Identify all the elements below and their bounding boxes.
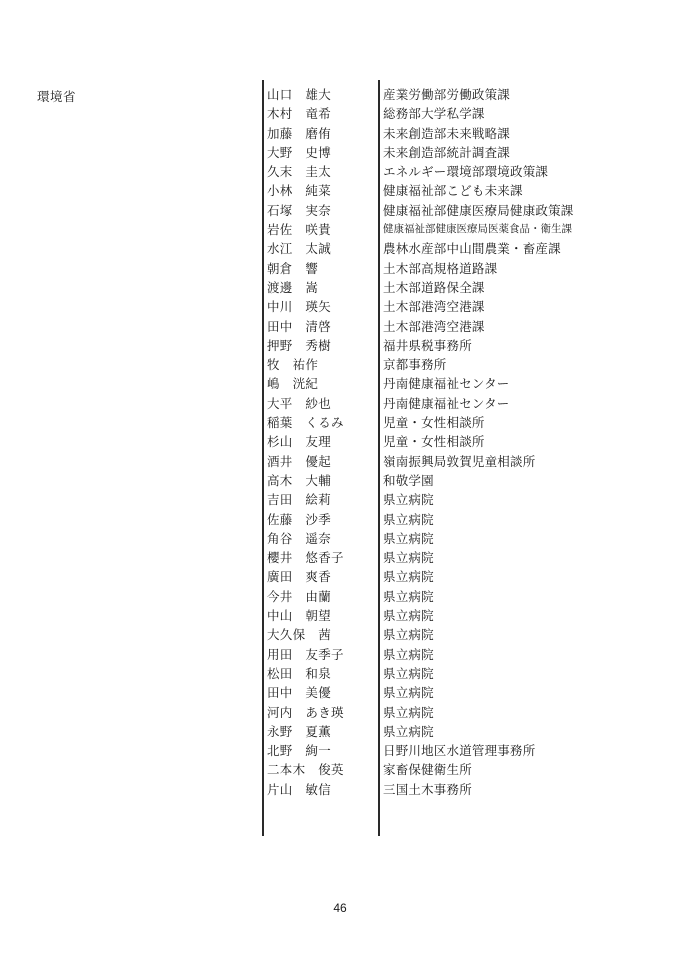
person-name: 今井 由蘭 (267, 588, 332, 604)
person-name: 廣田 爽香 (267, 569, 332, 585)
person-name: 田中 清啓 (267, 318, 332, 334)
list-item (0, 471, 680, 490)
department-name: 未来創造部未来戦略課 (383, 125, 511, 141)
person-name: 吉田 絵莉 (267, 492, 332, 508)
page-number: 46 (333, 901, 347, 915)
department-name: 産業労働部労働政策課 (383, 87, 511, 102)
person-name: 嶋 洸紀 (267, 376, 319, 392)
department-name: 土木部高規格道路課 (383, 260, 498, 276)
list-item (0, 703, 680, 722)
list-item (0, 490, 680, 509)
list-item (0, 625, 680, 644)
department-name: 県立病院 (383, 511, 434, 527)
person-name: 押野 秀樹 (267, 337, 332, 353)
list-item (0, 394, 680, 413)
list-item (0, 162, 680, 181)
list-item (0, 181, 680, 200)
person-name: 渡邊 嵩 (267, 279, 319, 295)
department-name: 児童・女性相談所 (383, 434, 485, 450)
department-name: 児童・女性相談所 (383, 415, 485, 431)
department-name: 健康福祉部健康医療局健康政策課 (383, 202, 574, 218)
list-item (0, 645, 680, 664)
list-item (0, 432, 680, 451)
department-name: 未来創造部統計調査課 (383, 144, 511, 160)
person-name: 酒井 優起 (267, 453, 332, 469)
person-name: 用田 友季子 (267, 646, 344, 662)
list-item (0, 278, 680, 297)
person-name: 山口 雄大 (267, 87, 332, 102)
list-item (0, 780, 680, 799)
list-item (0, 722, 680, 741)
person-name: 櫻井 悠香子 (267, 550, 344, 566)
department-name: 県立病院 (383, 550, 434, 566)
department-name: 県立病院 (383, 492, 434, 508)
department-name: 県立病院 (383, 530, 434, 546)
list-item (0, 220, 680, 239)
department-name: 県立病院 (383, 685, 434, 701)
person-name: 朝倉 響 (267, 260, 319, 276)
person-name: 水江 太誠 (267, 241, 332, 257)
department-name: 健康福祉部健康医療局医薬食品・衛生課 (383, 223, 572, 236)
list-item (0, 567, 680, 586)
ministry-label: 環境省 (37, 89, 77, 104)
person-name: 中山 朝望 (267, 608, 332, 624)
person-name: 木村 竜希 (267, 106, 332, 122)
department-name: 健康福祉部こども未来課 (383, 183, 523, 199)
department-name: 農林水産部中山間農業・畜産課 (383, 241, 561, 257)
person-name: 佐藤 沙季 (267, 511, 332, 527)
department-name: 土木部港湾空港課 (383, 318, 485, 334)
person-name: 加藤 磨侑 (267, 125, 332, 141)
department-name: 県立病院 (383, 627, 434, 643)
department-name: 日野川地区水道管理事務所 (383, 743, 536, 759)
list-item (0, 201, 680, 220)
department-name: 丹南健康福祉センター (383, 395, 510, 411)
list-item (0, 510, 680, 529)
person-name: 永野 夏薫 (267, 723, 332, 739)
department-name: 土木部港湾空港課 (383, 299, 485, 315)
department-name: 丹南健康福祉センター (383, 376, 510, 392)
department-name: 家畜保健衛生所 (383, 762, 472, 778)
department-name: 総務部大学私学課 (383, 106, 485, 122)
list-item (0, 413, 680, 432)
list-item (0, 317, 680, 336)
list-item (0, 760, 680, 779)
list-item (0, 239, 680, 258)
list-item (0, 741, 680, 760)
list-item (0, 124, 680, 143)
person-name: 大平 紗也 (267, 395, 332, 411)
person-name: 牧 祐作 (267, 357, 319, 373)
list-item (0, 85, 680, 104)
person-name: 久末 圭太 (267, 164, 332, 180)
person-name: 杉山 友理 (267, 434, 332, 450)
person-name: 石塚 実奈 (267, 202, 332, 218)
department-name: 県立病院 (383, 723, 434, 739)
department-name: エネルギー環境部環境政策課 (383, 164, 549, 180)
person-name: 二本木 俊英 (267, 762, 344, 778)
department-name: 和敬学園 (383, 472, 434, 488)
department-name: 京都事務所 (383, 357, 447, 373)
person-name: 片山 敏信 (267, 781, 332, 797)
person-name: 北野 絢一 (267, 743, 332, 759)
department-name: 県立病院 (383, 665, 434, 681)
person-name: 稲葉 くるみ (267, 415, 344, 431)
personnel-list (0, 85, 680, 799)
list-item (0, 587, 680, 606)
list-item (0, 548, 680, 567)
department-name: 県立病院 (383, 588, 434, 604)
list-item (0, 297, 680, 316)
department-name: 土木部道路保全課 (383, 279, 485, 295)
person-name: 小林 純菜 (267, 183, 332, 199)
person-name: 高木 大輔 (267, 472, 332, 488)
department-name: 嶺南振興局敦賀児童相談所 (383, 453, 536, 469)
department-name: 県立病院 (383, 608, 434, 624)
list-item (0, 259, 680, 278)
department-name: 福井県税事務所 (383, 337, 472, 353)
person-name: 岩佐 咲貴 (267, 222, 332, 238)
person-name: 角谷 遥奈 (267, 530, 332, 546)
department-name: 県立病院 (383, 704, 434, 720)
department-name: 県立病院 (383, 646, 434, 662)
department-name: 県立病院 (383, 569, 434, 585)
list-item (0, 683, 680, 702)
list-item (0, 529, 680, 548)
list-item (0, 664, 680, 683)
list-item (0, 452, 680, 471)
list-item (0, 374, 680, 393)
person-name: 大野 史博 (267, 144, 332, 160)
person-name: 松田 和泉 (267, 665, 332, 681)
list-item (0, 336, 680, 355)
list-item (0, 606, 680, 625)
list-item (0, 355, 680, 374)
list-item (0, 143, 680, 162)
department-name: 三国土木事務所 (383, 781, 472, 797)
person-name: 田中 美優 (267, 685, 332, 701)
person-name: 河内 あき瑛 (267, 704, 344, 720)
person-name: 大久保 茜 (267, 627, 332, 643)
list-item (0, 104, 680, 123)
person-name: 中川 瑛矢 (267, 299, 332, 315)
